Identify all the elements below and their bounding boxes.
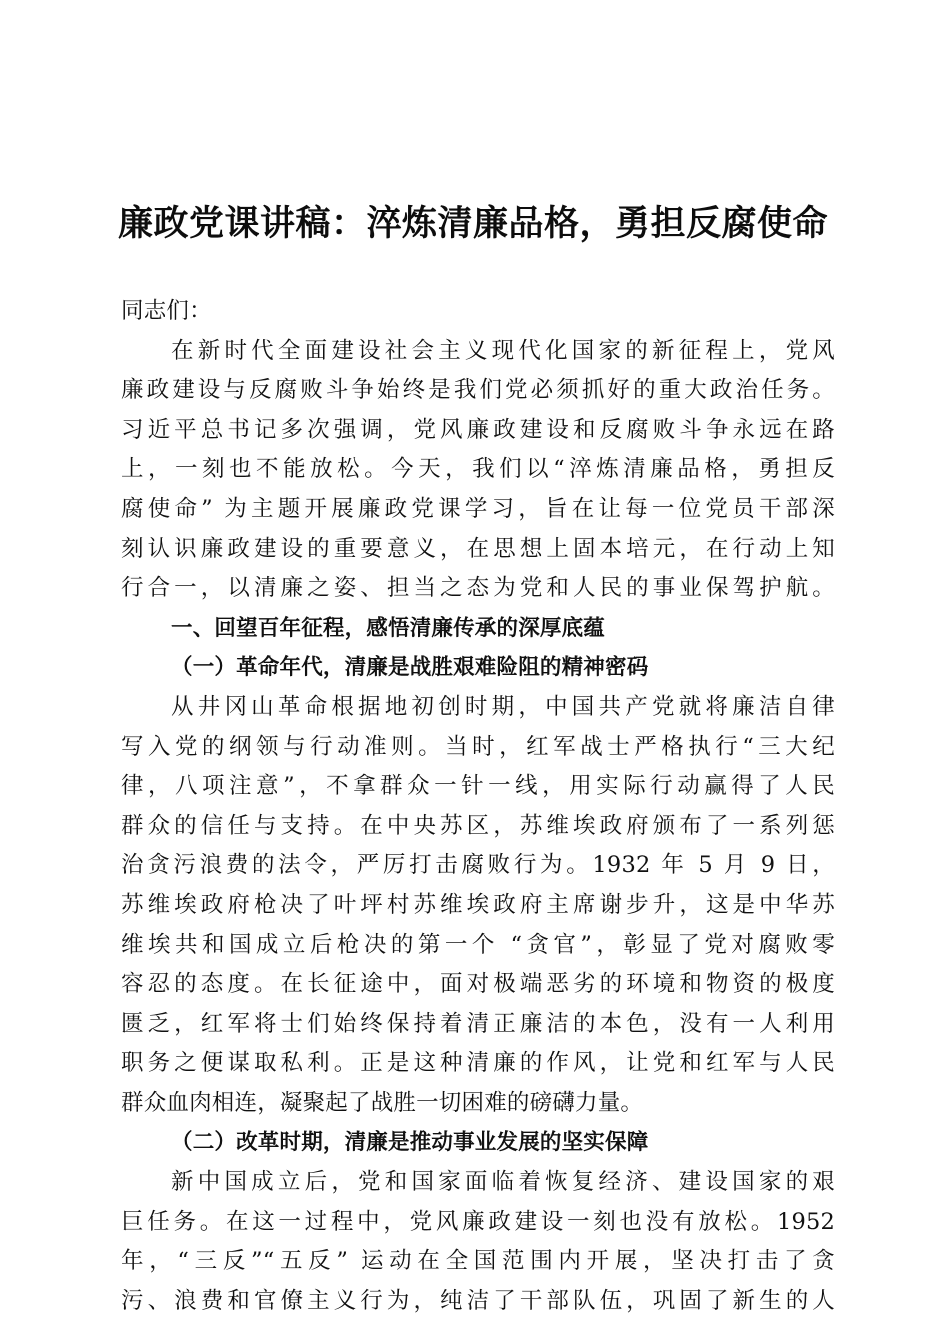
subsection-heading: （二）改革时期，清廉是推动事业发展的坚实保障	[171, 1130, 649, 1156]
paragraph-line: 年，“三反”“五反” 运动在全国范围内开展，坚决打击了贪	[121, 1248, 835, 1275]
paragraph-line: 治贪污浪费的法令，严厉打击腐败行为。1932 年 5 月 9 日，	[121, 852, 835, 879]
paragraph-line: 从井冈山革命根据地初创时期，中国共产党就将廉洁自律	[171, 693, 835, 720]
document-body	[121, 292, 835, 1321]
paragraph-line: 污、浪费和官僚主义行为，纯洁了干部队伍，巩固了新生的人	[121, 1287, 835, 1314]
subsection-paragraph	[121, 688, 835, 1124]
paragraph-line: 容忍的态度。在长征途中，面对极端恶劣的环境和物资的极度	[121, 971, 835, 998]
salutation: 同志们：	[121, 298, 212, 324]
paragraph-line: 职务之便谋取私利。正是这种清廉的作风，让党和红军与人民	[121, 1050, 835, 1077]
paragraph-line: 群众血肉相连，凝聚起了战胜一切困难的磅礴力量。	[121, 1089, 644, 1116]
paragraph-line: 律，八项注意”，不拿群众一针一线，用实际行动赢得了人民	[121, 773, 835, 800]
paragraph-line: 匮乏，红军将士们始终保持着清正廉洁的本色，没有一人利用	[121, 1010, 835, 1037]
paragraph-line: 苏维埃政府枪决了叶坪村苏维埃政府主席谢步升，这是中华苏	[121, 891, 835, 918]
paragraph-line: 廉政建设与反腐败斗争始终是我们党必须抓好的重大政治任务。	[121, 377, 835, 404]
paragraph-line: 写入党的纲领与行动准则。当时，红军战士严格执行“三大纪	[121, 733, 835, 760]
subsection-paragraph	[121, 1163, 835, 1321]
paragraph-line: 腐使命” 为主题开展廉政党课学习，旨在让每一位党员干部深	[121, 495, 835, 522]
section-heading: 一、回望百年征程，感悟清廉传承的深厚底蕴	[171, 615, 606, 641]
paragraph-line: 群众的信任与支持。在中央苏区，苏维埃政府颁布了一系列惩	[121, 812, 835, 839]
paragraph-line: 巨任务。在这一过程中，党风廉政建设一刻也没有放松。1952	[121, 1208, 835, 1235]
paragraph-line: 行合一，以清廉之姿、担当之态为党和人民的事业保驾护航。	[121, 575, 835, 602]
document-title: 廉政党课讲稿：淬炼清廉品格，勇担反腐使命	[118, 203, 829, 244]
intro-paragraph	[121, 332, 835, 609]
paragraph-line: 习近平总书记多次强调，党风廉政建设和反腐败斗争永远在路	[121, 416, 835, 443]
paragraph-line: 刻认识廉政建设的重要意义，在思想上固本培元，在行动上知	[121, 535, 835, 562]
subsection-heading: （一）革命年代，清廉是战胜艰难险阻的精神密码	[171, 655, 649, 681]
paragraph-line: 在新时代全面建设社会主义现代化国家的新征程上，党风	[171, 337, 835, 364]
paragraph-line: 维埃共和国成立后枪决的第一个 “贪官”，彰显了党对腐败零	[121, 931, 835, 958]
paragraph-line: 新中国成立后，党和国家面临着恢复经济、建设国家的艰	[171, 1169, 835, 1196]
paragraph-line: 上，一刻也不能放松。今天，我们以“淬炼清廉品格，勇担反	[121, 456, 835, 483]
